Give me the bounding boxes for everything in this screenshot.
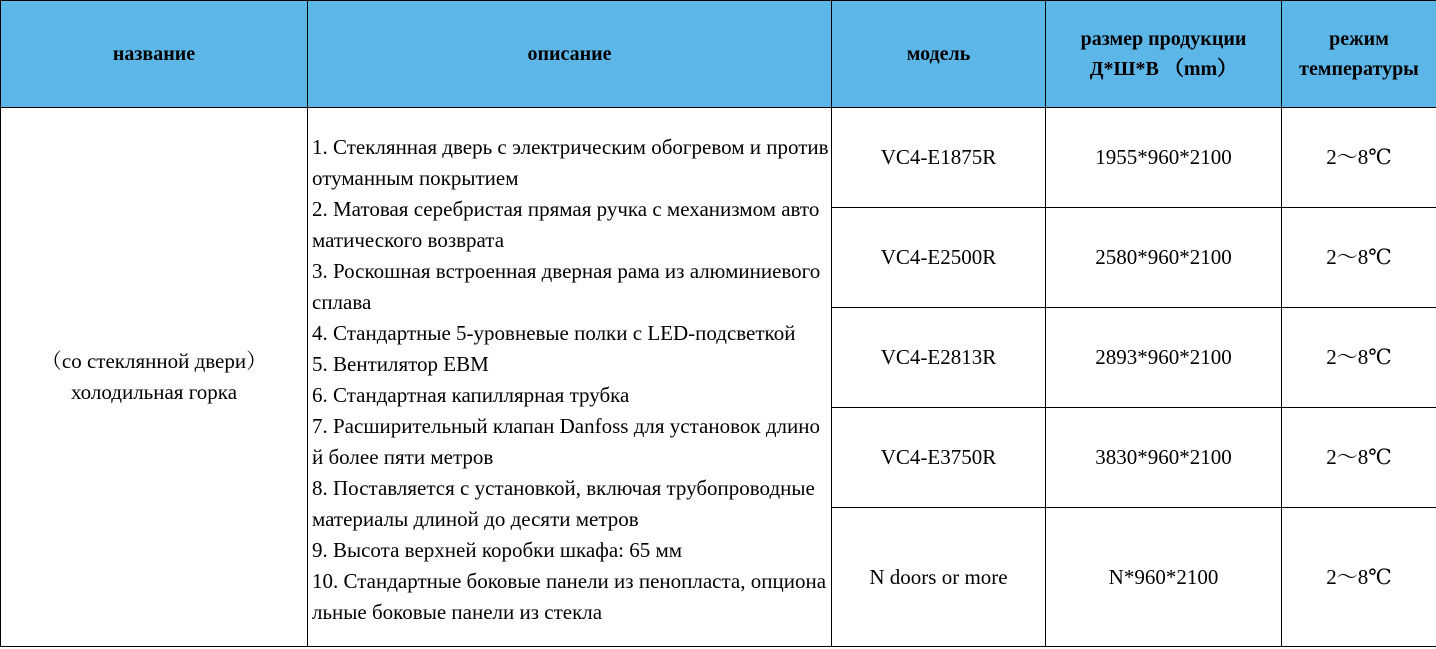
table-row	[1, 108, 1436, 208]
feature-line: 5. Вентилятор EBM	[312, 352, 489, 376]
header-size	[1046, 1, 1282, 108]
feature-line: 9. Высота верхней коробки шкафа: 65 мм	[312, 538, 683, 562]
temperature-cell: 2～8℃	[1282, 108, 1436, 208]
header-row	[1, 1, 1436, 108]
model-cell: VC4-E3750R	[832, 408, 1046, 508]
product-description-cell	[308, 108, 832, 647]
header-size-label: размер продукции Д*Ш*В （mm）	[1080, 28, 1247, 80]
temperature-cell: 2～8℃	[1282, 508, 1436, 647]
size-cell: 3830*960*2100	[1046, 408, 1282, 508]
feature-line: 1. Стеклянная дверь с электрическим обогревом и противотуманным покрытием	[312, 135, 829, 190]
header-description-label: описание	[527, 43, 612, 65]
model-cell: VC4-E2813R	[832, 308, 1046, 408]
size-cell: N*960*2100	[1046, 508, 1282, 647]
temperature-cell: 2～8℃	[1282, 208, 1436, 308]
feature-line: 3. Роскошная встроенная дверная рама из алюминиевого сплава	[312, 259, 826, 314]
feature-line: 6. Стандартная капиллярная трубка	[312, 383, 630, 407]
model-cell: VC4-E2500R	[832, 208, 1046, 308]
header-model	[832, 1, 1046, 108]
temperature-cell: 2～8℃	[1282, 408, 1436, 508]
size-cell: 1955*960*2100	[1046, 108, 1282, 208]
feature-line: 7. Расширительный клапан Danfoss для установок длиной более пяти метров	[312, 414, 820, 469]
size-cell: 2580*960*2100	[1046, 208, 1282, 308]
temperature-cell: 2～8℃	[1282, 308, 1436, 408]
header-model-label: модель	[906, 43, 971, 65]
feature-line: 4. Стандартные 5-уровневые полки с LED-подсветкой	[312, 321, 796, 345]
header-temperature-label: режим температуры	[1299, 28, 1419, 80]
header-temperature	[1282, 1, 1436, 108]
header-name-label: название	[112, 43, 196, 65]
feature-line: 8. Поставляется с установкой, включая трубопроводные материалы длиной до десяти метров	[312, 476, 821, 531]
header-name	[1, 1, 308, 108]
model-cell: N doors or more	[832, 508, 1046, 647]
product-name-cell	[1, 108, 308, 647]
model-cell: VC4-E1875R	[832, 108, 1046, 208]
feature-line: 2. Матовая серебристая прямая ручка с механизмом автоматического возврата	[312, 197, 820, 252]
header-description	[308, 1, 832, 108]
feature-line: 10. Стандартные боковые панели из пенопласта, опциональные боковые панели из стекла	[312, 569, 827, 624]
product-name: （со стеклянной двери） холодильная горка	[40, 349, 268, 404]
size-cell: 2893*960*2100	[1046, 308, 1282, 408]
